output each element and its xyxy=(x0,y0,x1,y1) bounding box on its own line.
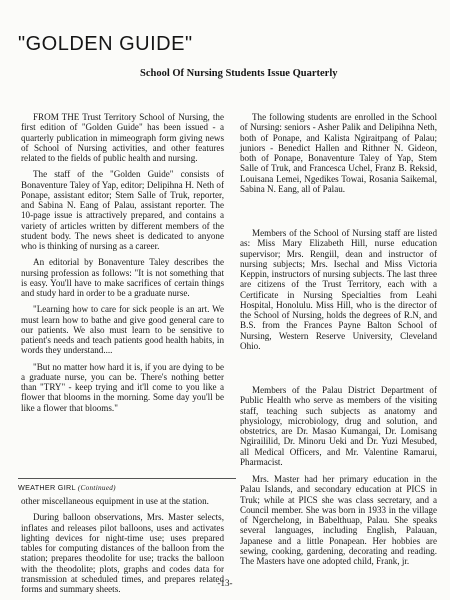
page-number: -13- xyxy=(217,578,233,588)
running-head-title: WEATHER GIRL xyxy=(18,483,76,492)
article-paragraph: "But no matter how hard it is, if you are dying to be a graduate nurse, you can be. There's nothing better than "TRY" - keep trying and it'll come to you like a flower that blooms in the morning. Some day you'll be like a flower that blooms." xyxy=(21,361,224,413)
continued-paragraph: During balloon observations, Mrs. Master selects, inflates and releases pilot balloons, uses and activates lighting devices for night-time use; uses prepared tables for computing distances of the balloon from the station; prepares theodolite for use; tracks the balloon with the theodolite; plots, graphs and codes data for transmission at scheduled times, and prepares related forms and summary sheets. xyxy=(21,512,224,594)
article-right-column xyxy=(240,112,437,473)
article-paragraph: "Learning how to care for sick people is an art. We must learn how to bathe and give good general care to our patients. We also must learn to be sensitive to patient's needs and teach patients good health habits, in words they understand.... xyxy=(21,304,224,356)
article-paragraph: Members of the School of Nursing staff are listed as: Miss Mary Elizabeth Hill, nurse education supervisor; Mrs. Rengiil, dean and instructor of nursing subjects; Mrs. Isechal and Miss Victoria Keppin, instructors of nursing subjects. The last three are citizens of the Trust Territory, each with a Certificate in Nursing Specialties from Leahi Hospital, Honolulu. Miss Hill, who is the director of the School of Nursing, holds the degrees of R.N, and B.S. from the Frances Payne Balton School of Nursing, Western Reserve University, Cleveland Ohio. xyxy=(240,228,437,351)
article-paragraph: Members of the Palau District Department of Public Health who serve as members of the visiting staff, teaching such subjects as anatomy and physiology, microbiology, drug and solution, and obstetrics, are Dr. Masao Kumangai, Dr. Lomisang Ngiraililid, Dr. Minoru Ueki and Dr. Yuzi Mesubed, all Medical Officers, and Mr. Valentine Ramarui, Pharmacist. xyxy=(240,385,437,467)
continued-label: (Continued) xyxy=(77,484,116,492)
continued-paragraph: Mrs. Master had her primary education in the Palau Islands, and secondary education at PICS in Truk; while at PICS she was class secretary, and a Council member. She was born in 1933 in the village of Ngerchelong, in Babelthuap, Palau. She speaks several languages, including English, Palauan, Japanese and a little Ponapean. Her hobbies are sewing, cooking, gardening, decorating and reading. The Masters have one adopted child, Frank, jr. xyxy=(240,474,437,566)
article-paragraph: The following students are enrolled in the School of Nursing: seniors - Asher Palik and Delipihna Neth, both of Ponape, and Kalista Ngiraitpang of Palau; juniors - Benedict Hallen and Rithner N. Gideon, both of Ponape, Bonaventure Taley of Yap, Stem Salle of Truk, and Francesca Uchel, Franz B. Reksid, Louisana Lemei, Ngedikes Towai, Rosania Saikemal, Sabina N. Eang, all of Palau. xyxy=(240,112,437,194)
continued-running-head xyxy=(18,483,116,492)
article-subtitle: School Of Nursing Students Issue Quarterly xyxy=(140,68,338,79)
page-title: "GOLDEN GUIDE" xyxy=(18,33,193,55)
article-left-column xyxy=(21,112,224,419)
continued-paragraph: other miscellaneous equipment in use at the station. xyxy=(21,496,209,506)
continued-right-column xyxy=(240,474,437,572)
article-paragraph: The staff of the "Golden Guide" consists of Bonaventure Taley of Yap, editor; Delipihna H. Neth of Ponape, assistant editor; Stem Salle of Truk, reporter, and Sabina N. Eang of Palau, assistant reporter. The 10-page issue is attractively prepared, and contains a variety of articles written by different members of the student body. The news sheet is dedicated to anyone who is thinking of nursing as a career. xyxy=(21,169,224,251)
article-paragraph: An editorial by Bonaventure Taley describes the nursing profession as follows: "It is not something that is easy. You'll have to make sacrifices of certain things and study hard in order to be a graduate nurse. xyxy=(21,257,224,298)
section-divider xyxy=(18,478,236,479)
article-paragraph: FROM THE Trust Territory School of Nursing, the first edition of "Golden Guide" has been issued - a quarterly publication in mimeograph form giving news of School of Nursing activities, and other features related to the fields of public health and nursing. xyxy=(21,112,224,163)
